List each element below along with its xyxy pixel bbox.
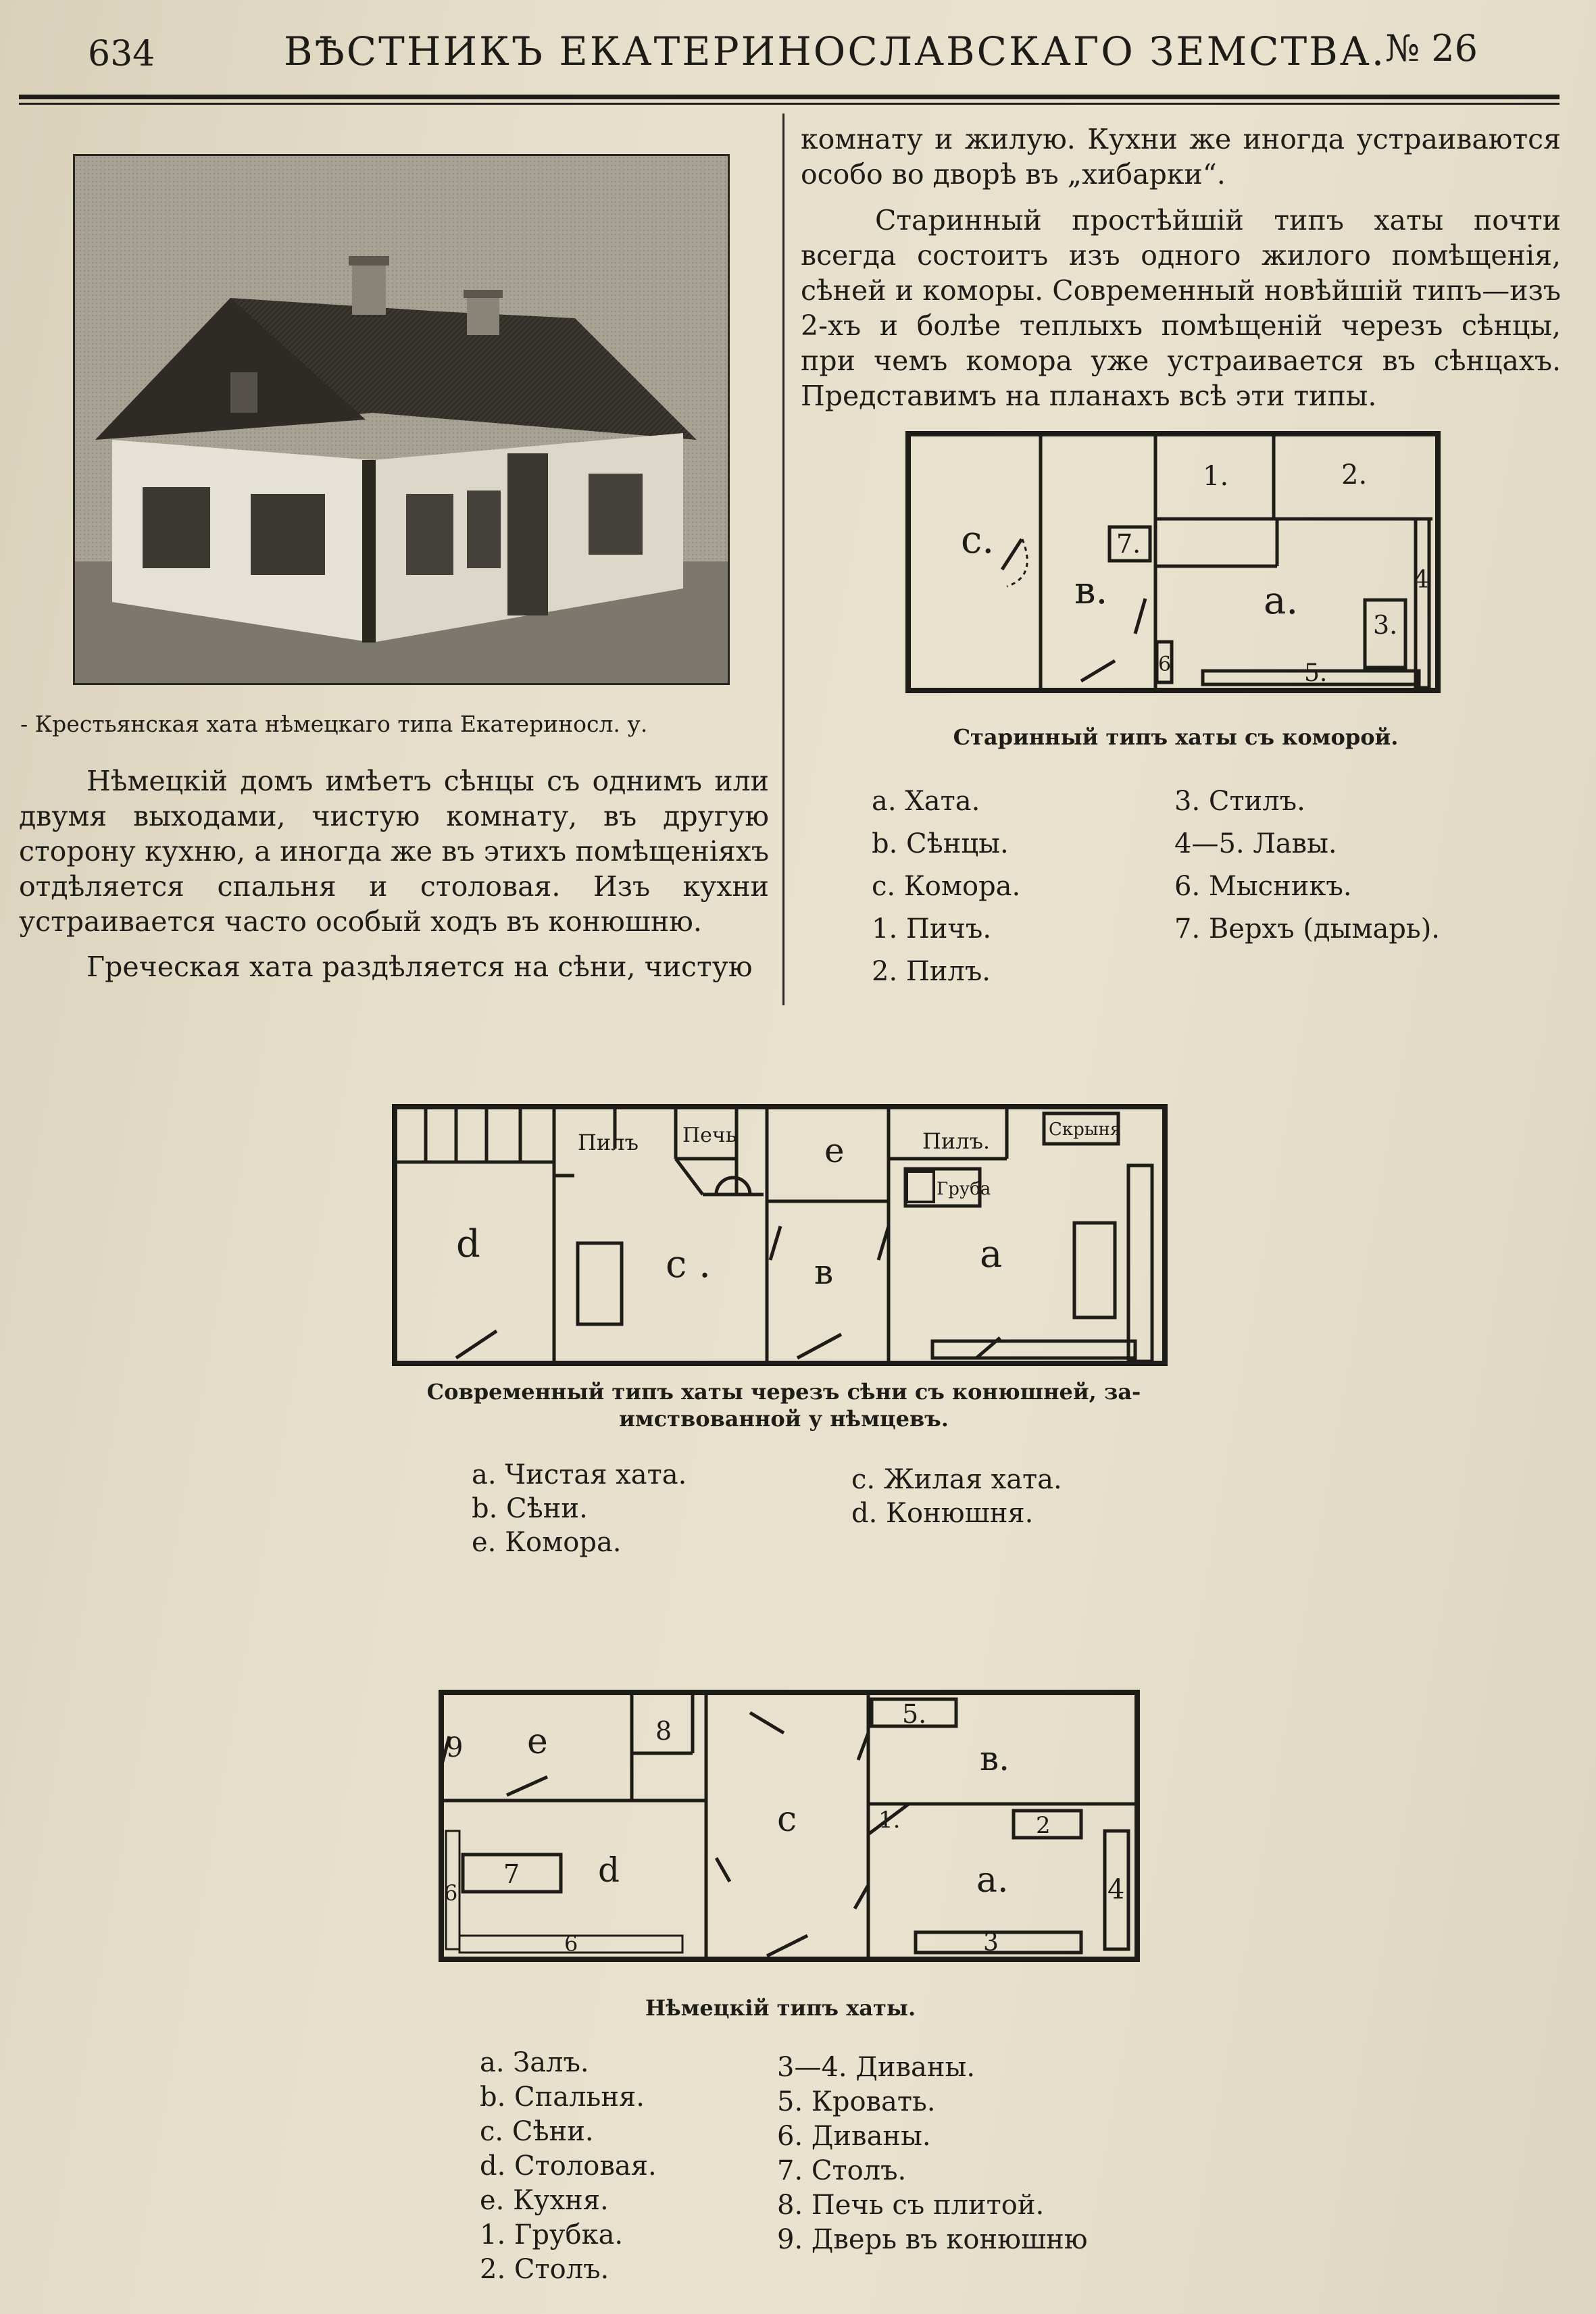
header-rule	[19, 95, 1560, 99]
plan2-label-e: e	[824, 1131, 845, 1170]
legend-item: 7. Столъ.	[777, 2155, 907, 2186]
legend-item: e. Кухня.	[480, 2185, 609, 2216]
plan3-label-a: a.	[976, 1860, 1009, 1901]
plan3-label-4: 4	[1107, 1874, 1125, 1905]
plan1-label-b: в.	[1074, 569, 1108, 613]
legend-item: c. Жилая хата.	[851, 1464, 1062, 1495]
legend-item: a. Хата.	[872, 786, 980, 817]
plan3-label-5: 5.	[902, 1699, 927, 1729]
legend-item: c. Сѣни.	[480, 2116, 594, 2147]
plan3-label-7: 7	[503, 1859, 520, 1889]
plan1-caption: Старинный типъ хаты съ коморой.	[953, 724, 1399, 750]
plan1-label-4: 4	[1414, 566, 1429, 594]
legend-item: 4—5. Лавы.	[1174, 828, 1337, 859]
plan1-label-c: с.	[961, 518, 995, 562]
legend-item: 1. Грубка.	[480, 2219, 624, 2250]
plan1-label-3: 3.	[1373, 610, 1398, 640]
plan2-legend-left	[472, 1458, 687, 1559]
plan1-label-7: 7.	[1116, 529, 1141, 559]
plan2-label-pil1: Пилъ	[578, 1130, 639, 1155]
page-number: 634	[88, 34, 155, 74]
plan3-label-c: c	[777, 1799, 797, 1840]
plan3-label-6a: 6	[444, 1880, 458, 1906]
plan-modern-type	[392, 1101, 1169, 1372]
legend-item: 5. Кровать.	[777, 2086, 936, 2117]
journal-title: ВѢСТНИКЪ ЕКАТЕРИНОСЛАВСКАГО ЗЕМСТВА.	[284, 28, 1387, 74]
plan2-caption-line2: имствованной у нѣмцевъ.	[619, 1406, 949, 1432]
house-photo-image	[75, 156, 728, 683]
plan2-label-d: d	[456, 1222, 480, 1266]
header-rule-thin	[19, 103, 1560, 105]
plan2-caption-line1: Современный типъ хаты черезъ сѣни съ конюшней, за-	[426, 1379, 1141, 1405]
legend-item: a. Чистая хата.	[472, 1459, 687, 1490]
plan1-label-1: 1.	[1203, 461, 1229, 492]
plan3-label-1: 1.	[878, 1807, 901, 1834]
plan3-label-d: d	[598, 1851, 620, 1890]
plan-old-type	[905, 431, 1446, 715]
legend-item: a. Залъ.	[480, 2047, 589, 2078]
legend-item: d. Столовая.	[480, 2150, 657, 2182]
plan2-label-a: a	[980, 1232, 1003, 1276]
legend-item: b. Спальня.	[480, 2082, 645, 2113]
legend-item: 6. Диваны.	[777, 2121, 931, 2152]
plan2-label-b: в	[814, 1253, 834, 1292]
left-paragraph-1: Нѣмецкій домъ имѣетъ сѣнцы съ однимъ или двумя выходами, чистую комнату, въ другую сторону кухню, а иногда же въ этихъ помѣщеніяхъ отдѣляется спальня и столовая. Изъ кухни устраивается часто особый ходъ въ конюшню.	[19, 765, 769, 938]
legend-item: 7. Верхъ (дымарь).	[1174, 913, 1441, 945]
right-paragraph-1: комнату и жилую. Кухни же иногда устраиваются особо во дворѣ въ „хибарки“.	[801, 123, 1561, 191]
page-header	[0, 15, 1596, 82]
plan1-label-5: 5.	[1304, 659, 1328, 687]
plan2-label-skrynya: Скрыня	[1049, 1120, 1122, 1140]
plan3-label-2: 2	[1036, 1812, 1051, 1839]
legend-item: 6. Мысникъ.	[1174, 871, 1352, 902]
legend-item: 2. Столъ.	[480, 2254, 609, 2285]
legend-item: 3. Стилъ.	[1174, 786, 1305, 817]
house-photo	[73, 154, 730, 685]
plan1-label-6: 6	[1158, 653, 1172, 676]
plan2-label-gruba: Груба	[937, 1179, 991, 1199]
left-paragraph-2: Греческая хата раздѣляется на сѣни, чистую	[86, 951, 753, 983]
legend-item: 2. Пилъ.	[872, 956, 991, 987]
plan1-label-2: 2.	[1341, 459, 1368, 491]
legend-item: b. Сѣни.	[472, 1493, 588, 1524]
legend-item: d. Конюшня.	[851, 1498, 1034, 1529]
plan2-label-pil2: Пилъ.	[922, 1128, 991, 1154]
legend-item: 8. Печь съ плитой.	[777, 2190, 1045, 2221]
plan1-label-a: а.	[1264, 579, 1299, 623]
legend-item: 9. Дверь въ конюшню	[777, 2224, 1088, 2255]
plan3-label-9: 9	[446, 1732, 464, 1763]
issue-number: № 26	[1385, 27, 1478, 70]
legend-item: 3—4. Диваны.	[777, 2052, 976, 2083]
plan1-legend-left	[872, 780, 1020, 993]
plan3-label-6b: 6	[564, 1931, 578, 1957]
photo-caption: - Крестьянская хата нѣмецкаго типа Екатериносл. у.	[20, 711, 648, 737]
legend-item: c. Комора.	[872, 871, 1021, 902]
plan3-label-8: 8	[655, 1716, 672, 1746]
legend-item: e. Комора.	[472, 1527, 622, 1558]
plan3-legend-right	[777, 2051, 1088, 2257]
plan3-label-3: 3	[983, 1929, 999, 1957]
column-divider	[782, 114, 784, 1005]
plan3-label-e: e	[527, 1721, 548, 1762]
legend-item: 1. Пичъ.	[872, 913, 992, 945]
plan3-legend-left	[480, 2046, 657, 2287]
plan2-legend-right	[851, 1463, 1062, 1530]
legend-item: b. Сѣнцы.	[872, 828, 1009, 859]
plan1-legend-right	[1174, 780, 1440, 951]
plan3-label-b: в.	[980, 1739, 1010, 1778]
plan3-caption: Нѣмецкій типъ хаты.	[645, 1995, 916, 2021]
plan2-label-pech: Печь	[682, 1124, 737, 1147]
plan-german-type	[436, 1686, 1145, 1969]
right-paragraph-2: Старинный простѣйшій типъ хаты почти всегда состоитъ изъ одного жилого помѣщенія, сѣней и коморы. Современный новѣйшій типъ—изъ 2-хъ и болѣе теплыхъ помѣщеній черезъ сѣнцы, при чемъ комора уже устраивается въ сѣнцахъ. Представимъ на планахъ всѣ эти типы.	[801, 204, 1561, 412]
plan2-label-c: c .	[666, 1242, 711, 1286]
plan2-caption	[378, 1378, 1189, 1432]
